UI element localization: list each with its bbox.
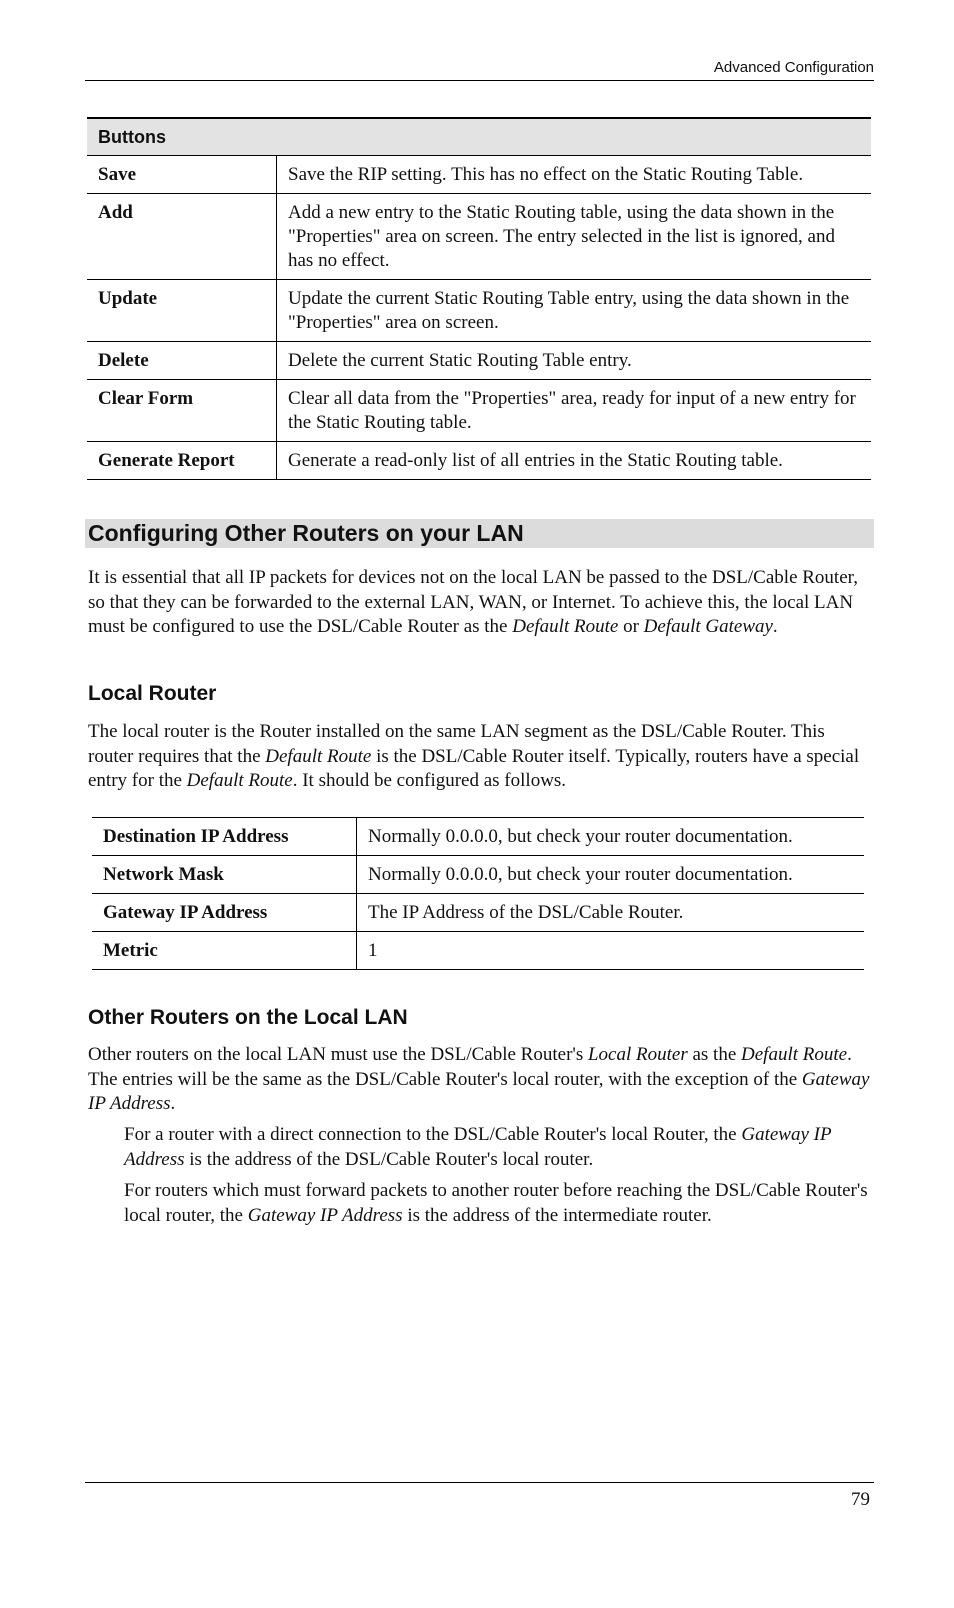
- button-description: Save the RIP setting. This has no effect on the Static Routing Table.: [277, 156, 872, 194]
- table-row: [92, 932, 864, 970]
- paragraph-text: .: [170, 1093, 176, 1114]
- local-router-paragraph: [88, 720, 874, 794]
- other-routers-paragraph: [88, 1043, 874, 1117]
- setting-value: 1: [357, 932, 865, 970]
- intro-text: .: [772, 616, 778, 637]
- button-description: Generate a read-only list of all entries in the Static Routing table.: [277, 442, 872, 480]
- paragraph-text: is the DSL/Cable Router itself. Typically, routers have a special entry for the: [88, 745, 860, 791]
- button-description: Update the current Static Routing Table entry, using the data shown in the "Properties" area on screen.: [277, 280, 872, 342]
- setting-value: The IP Address of the DSL/Cable Router.: [357, 894, 865, 932]
- button-term: Update: [87, 280, 277, 342]
- footer-rule: [85, 1482, 874, 1483]
- setting-name: Metric: [92, 932, 357, 970]
- subheading-local-router: Local Router: [88, 682, 217, 705]
- table-row: [87, 194, 871, 280]
- button-term: Generate Report: [87, 442, 277, 480]
- button-description: Delete the current Static Routing Table entry.: [277, 342, 872, 380]
- paragraph-text: is the address of the intermediate router.: [402, 1204, 712, 1226]
- table-row: [92, 894, 864, 932]
- intro-paragraph: [88, 566, 874, 640]
- paragraph-italic: Default Route: [741, 1044, 848, 1065]
- paragraph-text: . It should be configured as follows.: [292, 770, 567, 791]
- paragraph-text: is the address of the DSL/Cable Router's local router.: [184, 1148, 594, 1170]
- buttons-table: [87, 117, 871, 480]
- buttons-table-header-row: [87, 118, 871, 156]
- paragraph-italic: Gateway IP Address: [247, 1204, 403, 1226]
- section-heading: Configuring Other Routers on your LAN: [85, 519, 874, 548]
- setting-value: Normally 0.0.0.0, but check your router documentation.: [357, 818, 865, 856]
- table-row: [87, 342, 871, 380]
- table-row: [87, 156, 871, 194]
- button-term: Delete: [87, 342, 277, 380]
- page-number: 79: [851, 1489, 870, 1510]
- setting-name: Destination IP Address: [92, 818, 357, 856]
- button-description: Clear all data from the "Properties" area, ready for input of a new entry for the Static Routing table.: [277, 380, 872, 442]
- local-router-settings-table: [92, 817, 864, 970]
- button-term: Clear Form: [87, 380, 277, 442]
- subheading-other-routers: Other Routers on the Local LAN: [88, 1006, 408, 1029]
- buttons-table-title: Buttons: [87, 118, 871, 156]
- paragraph-text: For routers which must forward packets to another router before reaching the DSL/Cable Router's local router, the: [124, 1180, 868, 1226]
- paragraph-italic: Gateway IP Address: [88, 1068, 870, 1114]
- indented-paragraph-direct: [124, 1123, 874, 1172]
- indented-paragraph-intermediate: [124, 1179, 874, 1228]
- table-row: [92, 818, 864, 856]
- paragraph-text: . The entries will be the same as the DSL/Cable Router's local router, with the exception of the: [88, 1044, 852, 1090]
- paragraph-text: For a router with a direct connection to the DSL/Cable Router's local Router, the: [124, 1124, 742, 1145]
- setting-name: Gateway IP Address: [92, 894, 357, 932]
- table-row: [87, 280, 871, 342]
- table-row: [87, 442, 871, 480]
- intro-italic: Default Route: [512, 616, 619, 637]
- paragraph-text: The local router is the Router installed on the same LAN segment as the DSL/Cable Router. This router requires that the: [88, 721, 825, 767]
- table-row: [87, 380, 871, 442]
- intro-text: It is essential that all IP packets for devices not on the local LAN be passed to the DSL/Cable Router, so that they can be forwarded to the external LAN, WAN, or Internet. To achieve this, the local LAN must be configured to use the DSL/Cable Router as the: [88, 567, 858, 637]
- paragraph-italic: Default Route: [186, 770, 293, 791]
- paragraph-text: as the: [687, 1044, 742, 1065]
- running-header: Advanced Configuration: [85, 58, 874, 81]
- setting-value: Normally 0.0.0.0, but check your router documentation.: [357, 856, 865, 894]
- intro-text: or: [618, 616, 644, 637]
- paragraph-italic: Default Route: [265, 745, 372, 767]
- intro-italic: Default Gateway: [643, 616, 773, 637]
- paragraph-text: Other routers on the local LAN must use the DSL/Cable Router's: [88, 1044, 588, 1065]
- button-term: Add: [87, 194, 277, 280]
- paragraph-italic: Local Router: [587, 1044, 688, 1065]
- table-row: [92, 856, 864, 894]
- paragraph-italic: Gateway IP Address: [124, 1124, 832, 1170]
- setting-name: Network Mask: [92, 856, 357, 894]
- button-description: Add a new entry to the Static Routing table, using the data shown in the "Properties" area on screen. The entry selected in the list is ignored, and has no effect.: [277, 194, 872, 280]
- button-term: Save: [87, 156, 277, 194]
